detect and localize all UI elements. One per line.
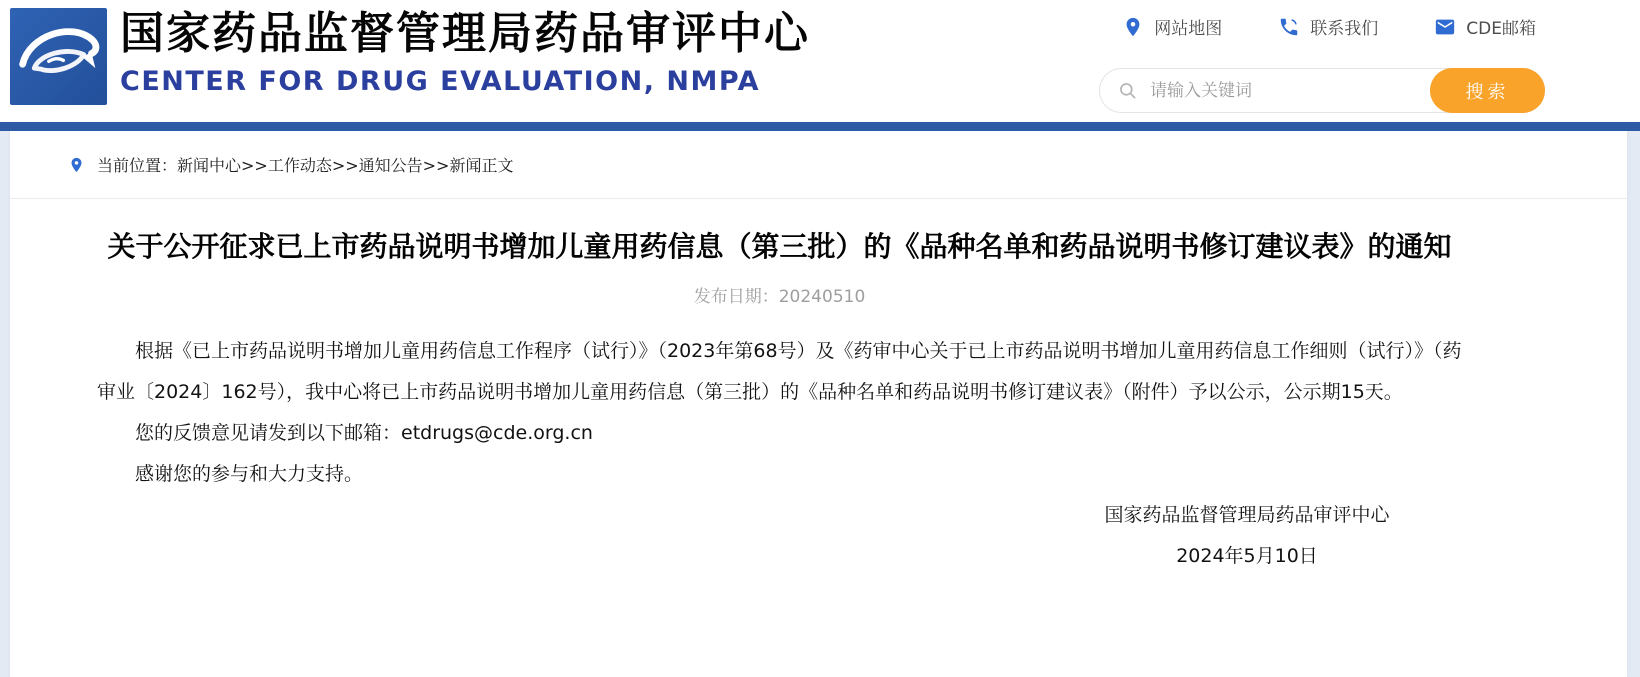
search-icon <box>1118 81 1138 101</box>
search-bar <box>1099 68 1545 113</box>
phone-icon <box>1278 16 1300 38</box>
quick-link-mail[interactable] <box>1434 14 1536 39</box>
signature-block <box>1032 495 1462 577</box>
quick-link-contact[interactable] <box>1278 14 1378 39</box>
quick-link-label: 网站地图 <box>1154 19 1223 39</box>
breadcrumb-text[interactable]: 当前位置：新闻中心>>工作动态>>通知公告>>新闻正文 <box>97 156 514 175</box>
content-card <box>10 131 1627 677</box>
breadcrumb <box>10 131 1627 199</box>
site-titles <box>120 8 810 97</box>
quick-link-label: 联系我们 <box>1310 19 1379 39</box>
publish-date: 发布日期：20240510 <box>693 287 866 307</box>
envelope-icon <box>1434 16 1456 38</box>
site-header <box>0 0 1640 122</box>
site-title-cn: 国家药品监督管理局药品审评中心 <box>120 8 810 59</box>
article-body <box>97 331 1462 577</box>
paragraph: 感谢您的参与和大力支持。 <box>135 463 364 485</box>
header-divider <box>0 122 1640 131</box>
article <box>10 199 1627 577</box>
cde-logo[interactable] <box>10 8 107 105</box>
paragraph: 根据《已上市药品说明书增加儿童用药信息工作程序（试行）》（2023年第68号）及《药审中心关于已上市药品说明书增加儿童用药信息工作细则（试行）》（药审业〔2024〕162号），我中心将已上市药品说明书增加儿童用药信息（第三批）的《品种名单和药品说明书修订建议表》（附件）予以公示，公示期15天。 <box>97 340 1462 403</box>
quick-links <box>1122 14 1536 39</box>
quick-link-label: CDE邮箱 <box>1466 19 1536 39</box>
location-pin-icon <box>1122 16 1144 38</box>
signature-org: 国家药品监督管理局药品审评中心 <box>1104 504 1390 526</box>
signature-date: 2024年5月10日 <box>1176 545 1318 567</box>
search-input[interactable] <box>1138 81 1430 101</box>
quick-link-sitemap[interactable] <box>1122 14 1222 39</box>
article-title: 关于公开征求已上市药品说明书增加儿童用药信息（第三批）的《品种名单和药品说明书修订建议表》的通知 <box>107 230 1452 263</box>
cde-fish-logo-icon <box>10 8 107 105</box>
page-background <box>0 131 1640 677</box>
paragraph-email: 您的反馈意见请发到以下邮箱：etdrugs@cde.org.cn <box>135 422 593 444</box>
location-pin-icon <box>68 154 85 176</box>
site-title-en: CENTER FOR DRUG EVALUATION, NMPA <box>120 66 761 97</box>
search-button[interactable]: 搜索 <box>1430 68 1545 113</box>
